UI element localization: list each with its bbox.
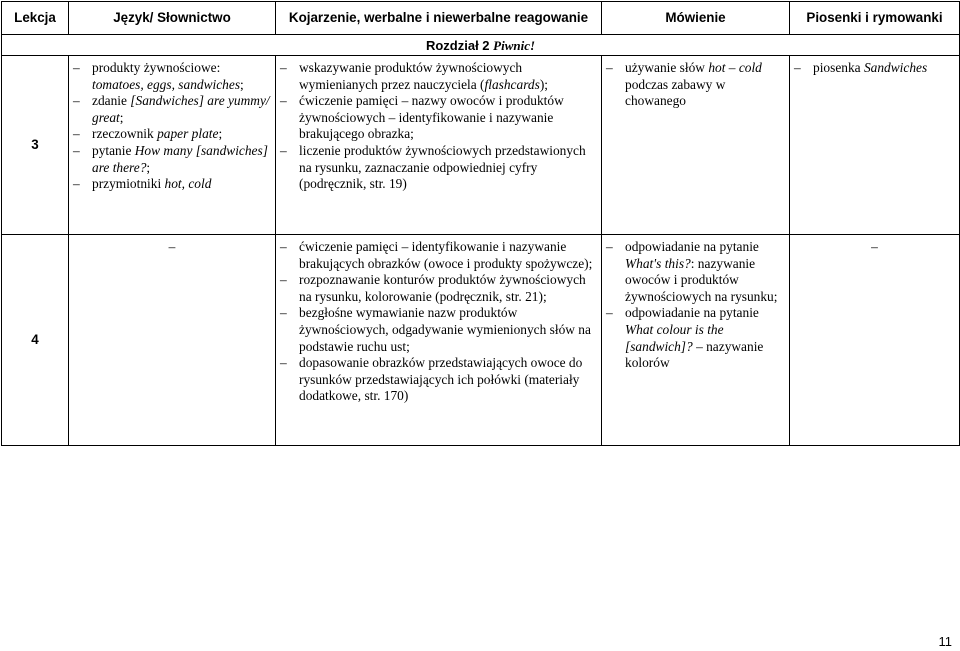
header-piosenki: Piosenki i rymowanki — [790, 2, 960, 35]
header-kojarzenie: Kojarzenie, werbalne i niewerbalne reagowanie — [276, 2, 602, 35]
lesson-row-4 — [2, 235, 960, 446]
lesson-plan-table — [1, 1, 960, 446]
list-item: – liczenie produktów żywnościowych przedstawionych na rysunku, zaznaczanie odpowiedniej cyfry (podręcznik, str. 19) — [280, 143, 597, 193]
list-item: – ćwiczenie pamięci – nazwy owoców i produktów żywnościowych – identyfikowanie i nazywanie brakującego obrazka; — [280, 93, 597, 143]
lesson-number: 4 — [2, 235, 69, 446]
list-item: – pytanie How many [sandwiches] are there?; — [73, 143, 271, 176]
header-row — [2, 2, 960, 35]
list-item: – ćwiczenie pamięci – identyfikowanie i nazywanie brakujących obrazków (owoce i produkty spożywcze); — [280, 239, 597, 272]
chapter-prefix: Rozdział 2 — [425, 38, 494, 54]
page-number: 11 — [938, 634, 952, 649]
empty-dash: – — [871, 239, 878, 254]
list-item: – zdanie [Sandwiches] are yummy/ great; — [73, 93, 271, 126]
list-item: – wskazywanie produktów żywnościowych wymienianych przez nauczyciela (flashcards); — [280, 60, 597, 93]
jezyk-cell — [69, 56, 276, 235]
list-item: – przymiotniki hot, cold — [73, 176, 271, 193]
piosenki-cell — [790, 235, 960, 446]
kojarzenie-cell — [276, 235, 602, 446]
jezyk-cell — [69, 235, 276, 446]
chapter-row — [2, 35, 960, 56]
kojarzenie-cell — [276, 56, 602, 235]
list-item: – używanie słów hot – cold podczas zabawy w chowanego — [606, 60, 785, 110]
piosenki-cell — [790, 56, 960, 235]
mowienie-list — [602, 56, 789, 116]
chapter-title — [2, 35, 960, 56]
header-lekcja: Lekcja — [2, 2, 69, 35]
header-jezyk: Język/ Słownictwo — [69, 2, 276, 35]
list-item: – rozpoznawanie konturów produktów żywnościowych na rysunku, kolorowanie (podręcznik, str. 21); — [280, 272, 597, 305]
mowienie-cell — [602, 235, 790, 446]
list-item: – odpowiadanie na pytanie What's this?: nazywanie owoców i produktów żywnościowych na rysunku; — [606, 239, 785, 305]
header-mowienie: Mówienie — [602, 2, 790, 35]
list-item: – produkty żywnościowe: tomatoes, eggs, sandwiches; — [73, 60, 271, 93]
mowienie-cell — [602, 56, 790, 235]
list-item: – rzeczownik paper plate; — [73, 126, 271, 143]
lesson-number: 3 — [2, 56, 69, 235]
list-item: – dopasowanie obrazków przedstawiających owoce do rysunków przedstawiających ich połówki (materiały dodatkowe, str. 170) — [280, 355, 597, 405]
empty-dash: – — [168, 239, 176, 254]
list-item: – odpowiadanie na pytanie What colour is the [sandwich]? – nazywanie kolorów — [606, 305, 785, 371]
piosenki-list — [790, 56, 959, 83]
lesson-row-3 — [2, 56, 960, 235]
kojarzenie-list — [276, 56, 601, 199]
mowienie-list — [602, 235, 789, 378]
chapter-name: Piwnic! — [493, 38, 536, 54]
list-item: – piosenka Sandwiches — [794, 60, 955, 77]
kojarzenie-list — [276, 235, 601, 411]
jezyk-list — [69, 56, 275, 199]
list-item: – bezgłośne wymawianie nazw produktów żywnościowych, odgadywanie wymienionych słów na podstawie ruchu ust; — [280, 305, 597, 355]
